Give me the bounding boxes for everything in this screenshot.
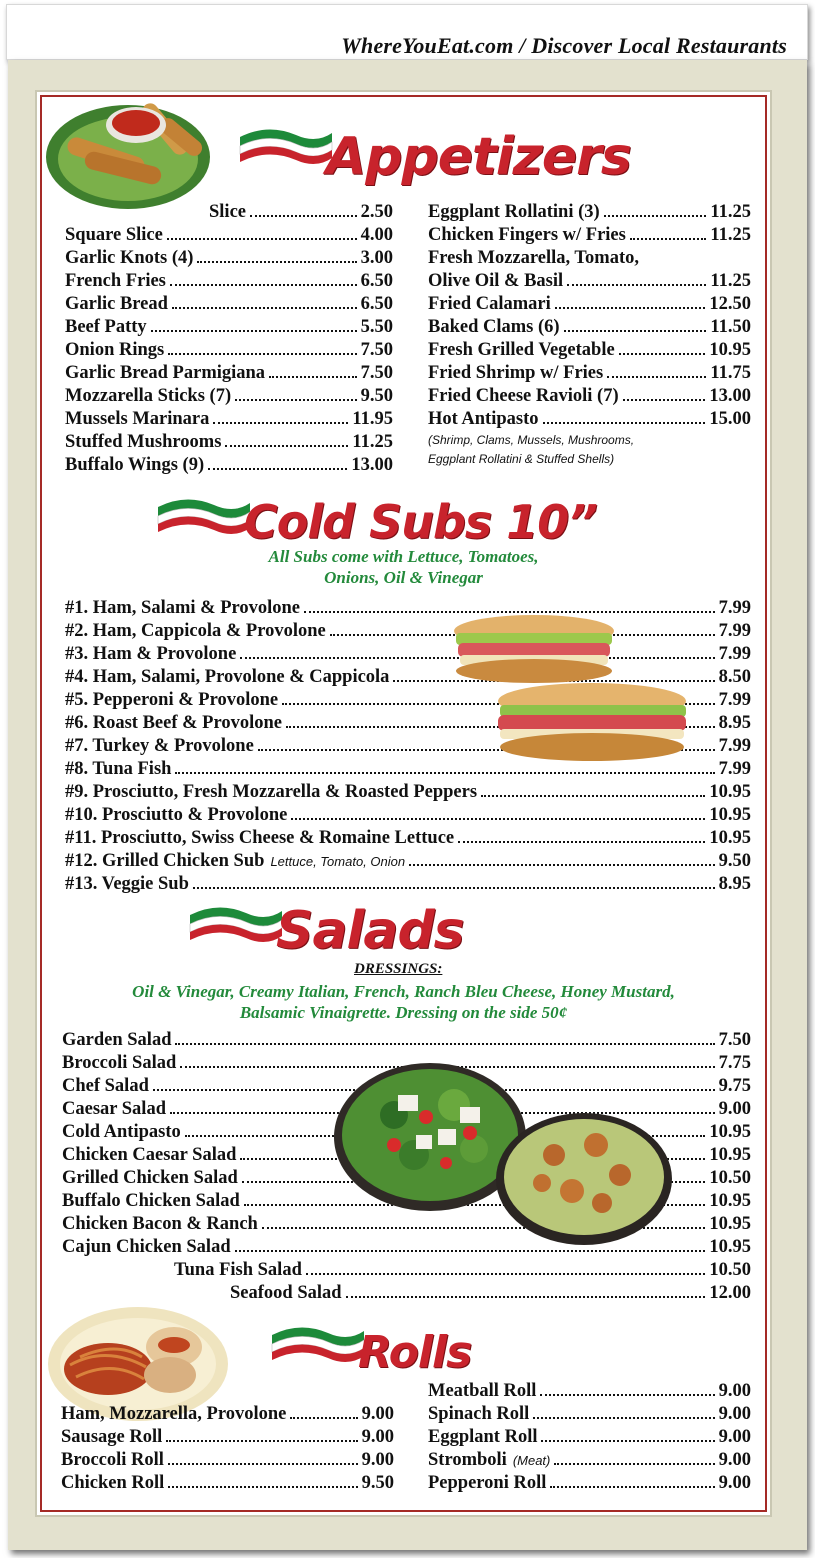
menu-item: Chicken Roll 9.50 xyxy=(61,1473,394,1493)
menu-item: Stuffed Mushrooms 11.25 xyxy=(65,432,393,452)
menu-item: #8. Tuna Fish 7.99 xyxy=(65,759,751,779)
dressings-label: DRESSINGS: xyxy=(354,961,443,977)
italian-flag-swoosh-icon xyxy=(270,1323,366,1367)
menu-item: Buffalo Wings (9) 13.00 xyxy=(65,455,393,475)
menu-item: Caesar Salad 9.00 xyxy=(62,1099,751,1119)
menu-item: Buffalo Chicken Salad 10.95 xyxy=(62,1191,751,1211)
menu-item: #2. Ham, Cappicola & Provolone 7.99 xyxy=(65,621,751,641)
antipasto-note: (Shrimp, Clams, Mussels, Mushrooms, xyxy=(428,433,635,447)
menu-item: Chicken Caesar Salad 10.95 xyxy=(62,1145,751,1165)
menu-item: Garden Salad 7.50 xyxy=(62,1030,751,1050)
menu-frame xyxy=(40,95,767,1512)
dressings-list: Oil & Vinegar, Creamy Italian, French, Ranch Bleu Cheese, Honey Mustard, xyxy=(132,982,675,1001)
menu-page xyxy=(8,60,807,1550)
menu-item: Garlic Knots (4) 3.00 xyxy=(65,248,393,268)
salads-title: Salads xyxy=(276,901,464,961)
menu-item: Broccoli Salad 7.75 xyxy=(62,1053,751,1073)
menu-item: Chicken Bacon & Ranch 10.95 xyxy=(62,1214,751,1234)
menu-item: Garlic Bread 6.50 xyxy=(65,294,393,314)
appetizers-title: Appetizers xyxy=(326,127,631,187)
menu-item: Onion Rings 7.50 xyxy=(65,340,393,360)
menu-item: Sausage Roll 9.00 xyxy=(61,1427,394,1447)
menu-item: Beef Patty 5.50 xyxy=(65,317,393,337)
menu-item: Eggplant Rollatini (3) 11.25 xyxy=(428,202,751,222)
menu-item: Meatball Roll 9.00 xyxy=(428,1381,751,1401)
menu-item: #9. Prosciutto, Fresh Mozzarella & Roasted Peppers 10.95 xyxy=(65,782,751,802)
italian-flag-swoosh-icon xyxy=(156,495,252,539)
menu-item: #4. Ham, Salami, Provolone & Cappicola 8.50 xyxy=(65,667,751,687)
menu-item: #7. Turkey & Provolone 7.99 xyxy=(65,736,751,756)
mozzarella-sticks-photo xyxy=(44,99,212,211)
menu-item: Eggplant Roll 9.00 xyxy=(428,1427,751,1447)
menu-item: Chef Salad 9.75 xyxy=(62,1076,751,1096)
salad-bowls-photo xyxy=(334,1045,680,1249)
menu-item: #3. Ham & Provolone 7.99 xyxy=(65,644,751,664)
italian-flag-swoosh-icon xyxy=(238,125,334,169)
cold-subs-title: Cold Subs 10” xyxy=(244,495,597,549)
menu-item: #12. Grilled Chicken Sub Lettuce, Tomato, Onion 9.50 xyxy=(65,851,751,871)
menu-item: #1. Ham, Salami & Provolone 7.99 xyxy=(65,598,751,618)
menu-item: Fried Cheese Ravioli (7) 13.00 xyxy=(428,386,751,406)
menu-item: Fresh Mozzarella, Tomato, xyxy=(428,248,640,268)
menu-item: Olive Oil & Basil 11.25 xyxy=(428,271,751,291)
menu-item: Broccoli Roll 9.00 xyxy=(61,1450,394,1470)
menu-item: Grilled Chicken Salad 10.50 xyxy=(62,1168,751,1188)
site-header-bar xyxy=(6,4,808,60)
menu-item: Square Slice 4.00 xyxy=(65,225,393,245)
menu-item: Mozzarella Sticks (7) 9.50 xyxy=(65,386,393,406)
italian-flag-swoosh-icon xyxy=(188,903,284,947)
menu-item: Cajun Chicken Salad 10.95 xyxy=(62,1237,751,1257)
menu-item: #10. Prosciutto & Provolone 10.95 xyxy=(65,805,751,825)
rolls-title: Rolls xyxy=(358,1327,472,1378)
menu-item: Cold Antipasto 10.95 xyxy=(62,1122,751,1142)
dressings-list: Balsamic Vinaigrette. Dressing on the side 50¢ xyxy=(239,1003,568,1022)
menu-item: Chicken Fingers w/ Fries 11.25 xyxy=(428,225,751,245)
menu-item: Fried Calamari 12.50 xyxy=(428,294,751,314)
antipasto-note: Eggplant Rollatini & Stuffed Shells) xyxy=(428,452,615,466)
menu-item: Baked Clams (6) 11.50 xyxy=(428,317,751,337)
menu-item: Pepperoni Roll 9.00 xyxy=(428,1473,751,1493)
menu-item: Fresh Grilled Vegetable 10.95 xyxy=(428,340,751,360)
subs-note: All Subs come with Lettuce, Tomatoes, xyxy=(268,547,539,566)
menu-item: Ham, Mozzarella, Provolone 9.00 xyxy=(61,1404,394,1424)
menu-item: #5. Pepperoni & Provolone 7.99 xyxy=(65,690,751,710)
menu-item: Fried Shrimp w/ Fries 11.75 xyxy=(428,363,751,383)
menu-item: Seafood Salad 12.00 xyxy=(230,1283,751,1303)
menu-item: #11. Prosciutto, Swiss Cheese & Romaine Lettuce 10.95 xyxy=(65,828,751,848)
menu-item: Slice 2.50 xyxy=(209,202,393,222)
menu-item: #6. Roast Beef & Provolone 8.95 xyxy=(65,713,751,733)
menu-item: Hot Antipasto 15.00 xyxy=(428,409,751,429)
menu-item: French Fries 6.50 xyxy=(65,271,393,291)
menu-item: Spinach Roll 9.00 xyxy=(428,1404,751,1424)
sub-sandwiches-photo xyxy=(452,615,692,775)
menu-item: Stromboli (Meat) 9.00 xyxy=(428,1450,751,1470)
menu-item: Garlic Bread Parmigiana 7.50 xyxy=(65,363,393,383)
site-header-title: WhereYouEat.com / Discover Local Restaurants xyxy=(341,33,787,58)
menu-item: #13. Veggie Sub 8.95 xyxy=(65,874,751,894)
menu-item: Mussels Marinara 11.95 xyxy=(65,409,393,429)
menu-item: Tuna Fish Salad 10.50 xyxy=(174,1260,751,1280)
subs-note: Onions, Oil & Vinegar xyxy=(324,568,483,587)
